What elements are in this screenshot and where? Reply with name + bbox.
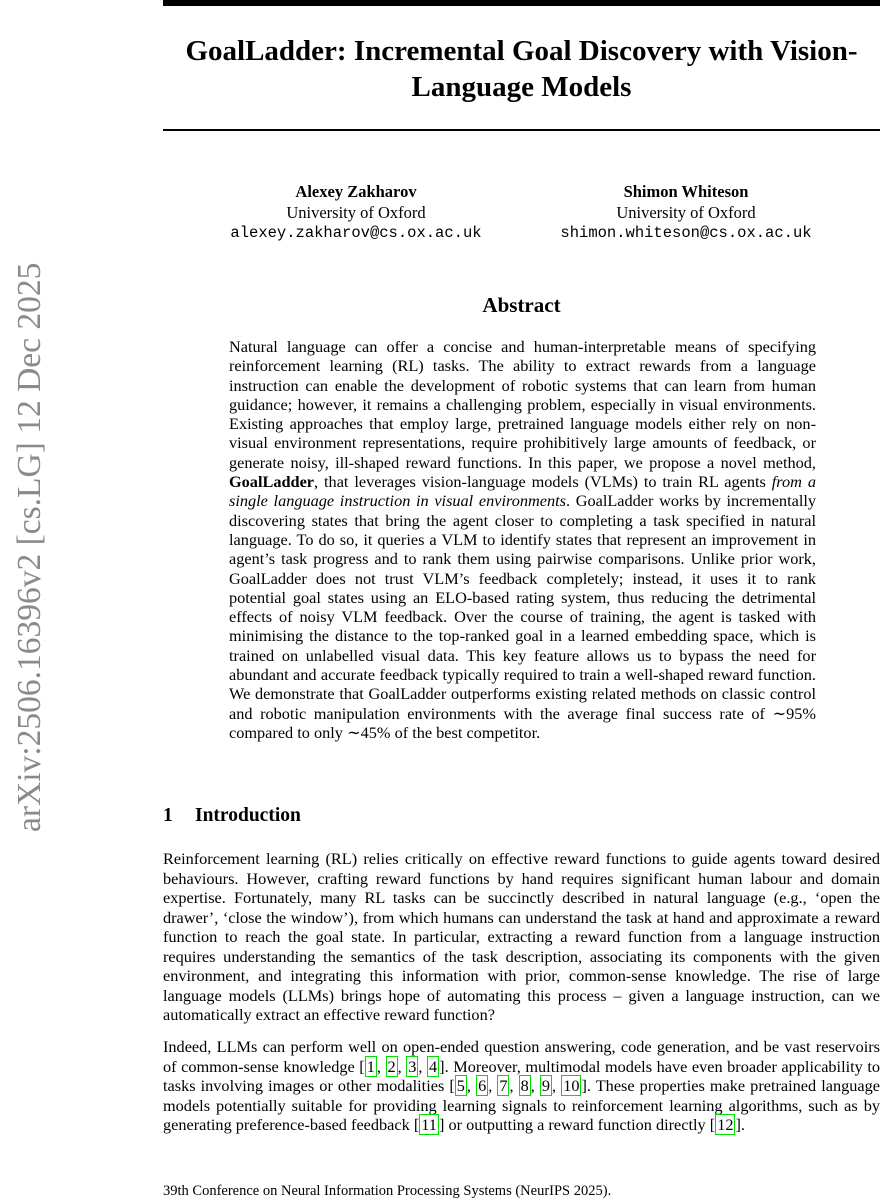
paragraph-text: ]. These properties make pretrained language models potentially suitable for providing learning signals to reinforcement learning algorithms, such as by generating preference-based feedback [	[163, 1076, 880, 1134]
citation-link[interactable]: 7	[499, 1076, 508, 1095]
author-email: alexey.zakharov@cs.ox.ac.uk	[230, 224, 482, 242]
intro-paragraph-2	[163, 1037, 880, 1135]
citation-link[interactable]: 2	[387, 1056, 396, 1076]
conference-footnote: 39th Conference on Neural Information Processing Systems (NeurIPS 2025).	[163, 1183, 612, 1199]
author-name: Shimon Whiteson	[623, 182, 749, 201]
citation-link[interactable]: 5	[456, 1076, 465, 1095]
intro-paragraph-1: Reinforcement learning (RL) relies critically on effective reward functions to guide agents toward desired behaviours. However, crafting reward functions by hand requires significant human labour and domain expertise. Fortunately, many RL tasks can be succinctly described in natural language (e.g., ‘open the drawer’, ‘close the window’), from which humans can understand the task at hand and approximate a reward function to reach the goal state. In particular, extracting a reward function from a language instruction requires understanding the semantics of the task description, associating its components with the given environment, and integrating this information with prior, common-sense knowledge. The rise of large language models (LLMs) brings hope of automating this process – given a language instruction, can we automatically extract an effective reward function?	[163, 849, 880, 1024]
citation-group-1: 1 , 2 , 3 , 4	[366, 1056, 438, 1076]
citation-link[interactable]: 3	[408, 1056, 417, 1076]
top-rule	[163, 0, 880, 6]
abstract-text: , that leverages vision-language models (VLMs) to train RL agents	[314, 472, 772, 492]
abstract-emphasis: from a single language instruction in visual environments	[229, 472, 816, 511]
abstract-body	[229, 337, 816, 742]
author-affiliation: University of Oxford	[286, 203, 426, 222]
citation-link[interactable]: 6	[478, 1076, 487, 1095]
author-email: shimon.whiteson@cs.ox.ac.uk	[560, 224, 812, 242]
citation-link[interactable]: 9	[541, 1076, 551, 1095]
abstract-heading: Abstract	[482, 293, 561, 317]
method-name: GoalLadder	[229, 472, 315, 492]
citation-link[interactable]: 12	[717, 1115, 734, 1134]
section-number: 1	[163, 805, 173, 826]
citation-link[interactable]: 8	[520, 1076, 529, 1095]
paragraph-text: Indeed, LLMs can perform well on open-ended question answering, code generation, and be vast reservoirs of common-sense knowledge [	[163, 1037, 880, 1076]
author-name: Alexey Zakharov	[295, 182, 417, 201]
citation-link[interactable]: 4	[429, 1056, 438, 1076]
arxiv-identifier: arXiv:2506.16396v2 [cs.LG] 12 Dec 2025	[11, 262, 48, 832]
paragraph-text: ]. Moreover, multimodal models have even broader applicability to tasks involving images or other modalities [	[163, 1056, 880, 1095]
section-title: Introduction	[195, 805, 301, 826]
citation-link[interactable]: 10	[563, 1076, 580, 1095]
author-block	[215, 181, 497, 244]
citation-link[interactable]: 1	[366, 1056, 375, 1076]
section-heading	[163, 804, 301, 828]
author-affiliation: University of Oxford	[616, 203, 756, 222]
abstract-text: . GoalLadder works by incrementally discovering states that bring the agent closer to completing a task specified in natural language. To do so, it queries a VLM to identify states that represent an improvement in agent’s task progress and to rank them using pairwise comparisons. Unlike prior work, GoalLadder does not trust VLM’s feedback completely; instead, it uses it to rank potential goal states using an ELO-based rating system, thus reducing the detrimental effects of noisy VLM feedback. Over the course of training, the agent is tasked with minimising the distance to the top-ranked goal in a learned embedding space, which is trained on unlabelled visual data. This key feature allows us to bypass the need for abundant and accurate feedback typically required to train a well-shaped reward function. We demonstrate that GoalLadder outperforms existing related methods on classic control and robotic manipulation environments with the average final success rate of ∼95% compared to only ∼45% of the best competitor.	[229, 491, 817, 742]
title-rule	[163, 129, 880, 131]
abstract-text: Natural language can offer a concise and human-interpretable means of specifying reinforcement learning (RL) tasks. The ability to extract rewards from a language instruction can enable the development of robotic systems that can learn from human guidance; however, it remains a challenging problem, especially in visual environments. Existing approaches that employ large, pretrained language models either rely on non-visual environment representations, require prohibitively large amounts of feedback, or generate noisy, ill-shaped reward functions. In this paper, we propose a novel method,	[229, 337, 816, 472]
paragraph-text: ] or outputting a reward function directly [	[438, 1115, 716, 1134]
citation-link[interactable]: 11	[421, 1115, 437, 1134]
paragraph-text: ].	[735, 1115, 745, 1134]
paper-title: GoalLadder: Incremental Goal Discovery with Vision-Language Models	[185, 35, 858, 103]
author-block	[545, 181, 827, 244]
citation-group-2: 5 , 6 , 7 , 8 , 9 , 10	[456, 1076, 580, 1095]
